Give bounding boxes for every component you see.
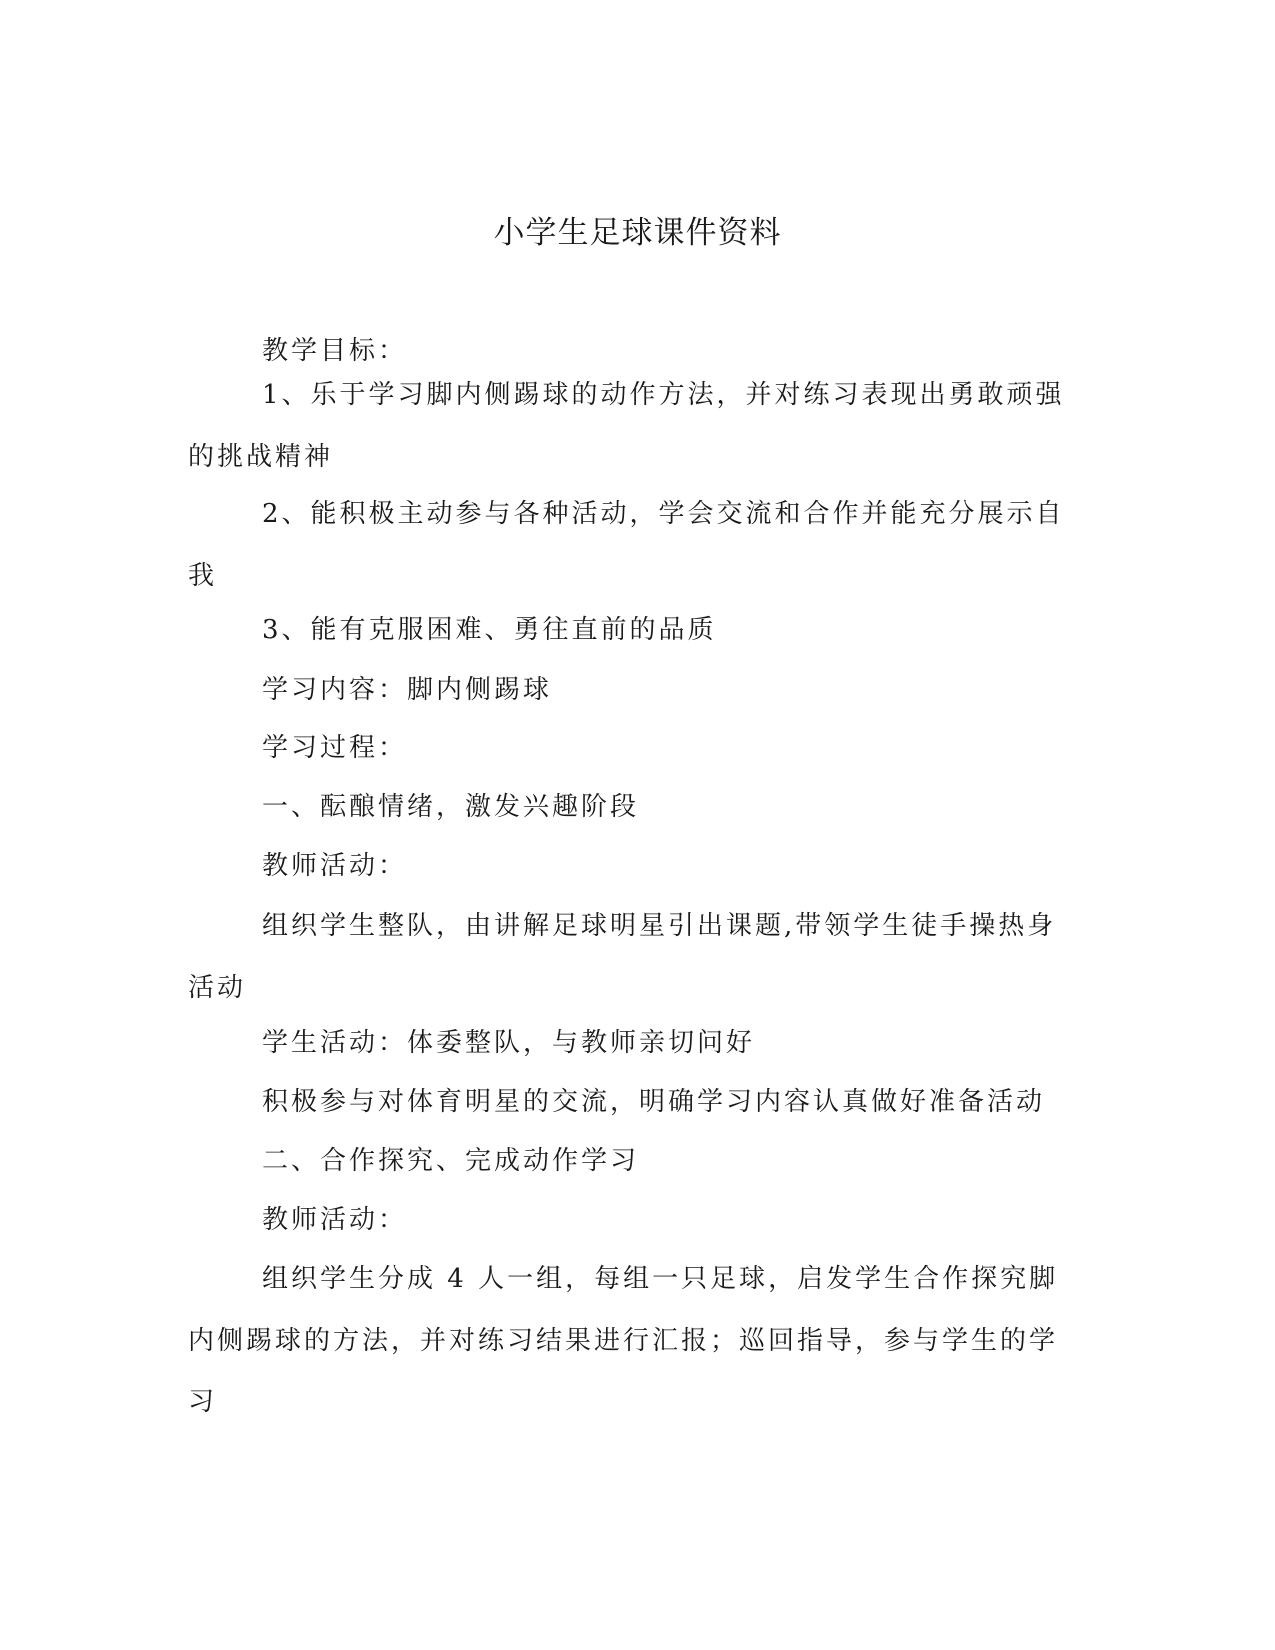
paragraph-student-activity-1: 学生活动：体委整队，与教师亲切问好 xyxy=(262,1028,756,1058)
paragraph-goal-1: 1、乐于学习脚内侧踢球的动作方法，并对练习表现出勇敢顽强的挑战精神 xyxy=(188,380,1065,472)
paragraph-teacher-activity-1-heading: 教师活动： xyxy=(262,851,408,881)
paragraph-teacher-activity-2: 组织学生分成 4 人一组，每组一只足球，启发学生合作探究脚内侧踢球的方法，并对练习结果进行汇报；巡回指导，参与学生的学习 xyxy=(188,1264,1059,1417)
document-title: 小学生足球课件资料 xyxy=(493,215,782,251)
paragraph-teacher-activity-2-heading: 教师活动： xyxy=(262,1205,408,1235)
paragraph-teacher-activity-1: 组织学生整队，由讲解足球明星引出课题,带领学生徒手操热身活动 xyxy=(188,911,1057,1003)
paragraph-learning-content: 学习内容：脚内侧踢球 xyxy=(262,675,553,705)
paragraph-teaching-goals-heading: 教学目标： xyxy=(262,336,408,366)
paragraph-student-activity-1-detail: 积极参与对体育明星的交流，明确学习内容认真做好准备活动 xyxy=(262,1087,1046,1117)
paragraph-stage-1-heading: 一、酝酿情绪，激发兴趣阶段 xyxy=(262,792,640,822)
paragraph-learning-process-heading: 学习过程： xyxy=(262,733,408,763)
paragraph-goal-3: 3、能有克服困难、勇往直前的品质 xyxy=(262,615,717,645)
paragraph-stage-2-heading: 二、合作探究、完成动作学习 xyxy=(262,1146,640,1176)
paragraph-goal-2: 2、能积极主动参与各种活动，学会交流和合作并能充分展示自我 xyxy=(188,499,1065,591)
